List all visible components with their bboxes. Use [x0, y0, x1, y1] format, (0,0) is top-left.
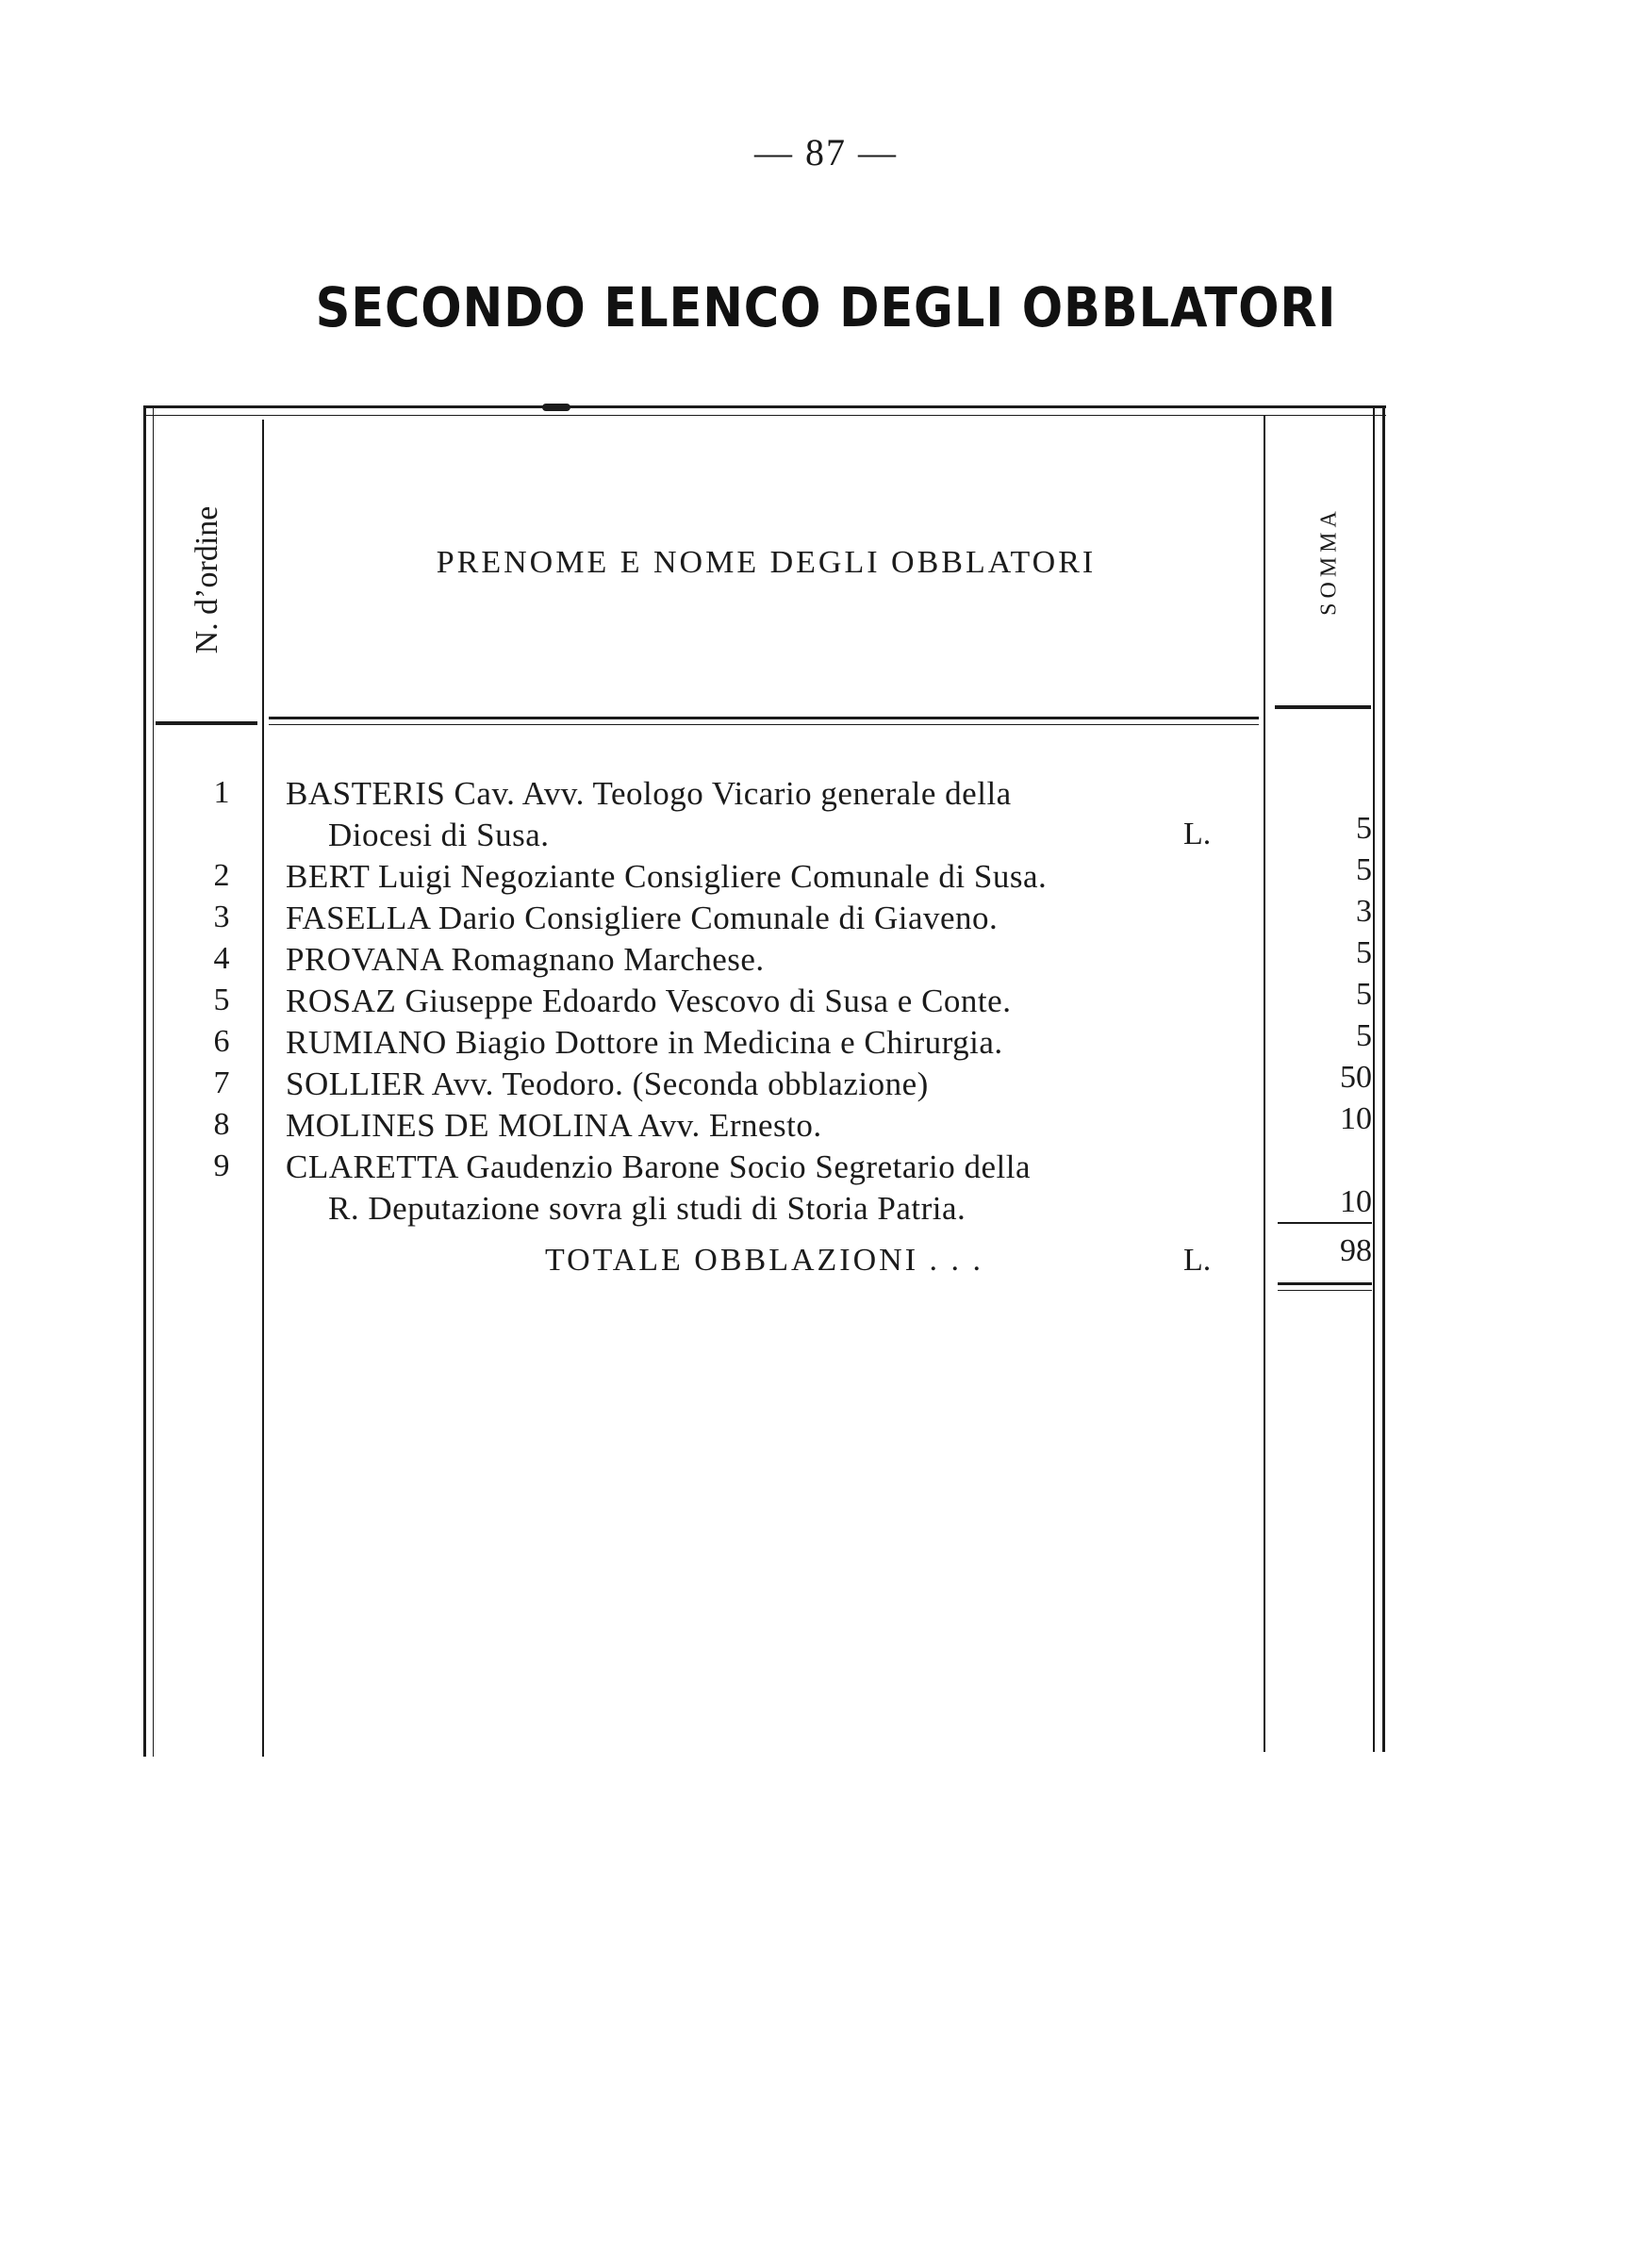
row-name: PROVANA Romagnano Marchese. [286, 941, 765, 978]
row-number: 8 [213, 1107, 230, 1142]
row-name: ROSAZ Giuseppe Edoardo Vescovo di Susa e Conte. [286, 983, 1012, 1019]
page-number: — 87 — [754, 131, 898, 173]
column-header-number [160, 471, 255, 688]
row-amount: 5 [1356, 977, 1372, 1012]
row-name: BERT Luigi Negoziante Consigliere Comunale di Susa. [286, 858, 1048, 895]
column-header-amount-label: SOMMA [1316, 506, 1342, 616]
row-number: 3 [213, 900, 230, 934]
right-border-outer [1382, 408, 1385, 1752]
subtotal-rule [1278, 1222, 1372, 1224]
row-amount: 50 [1340, 1060, 1372, 1095]
top-rule-inner [143, 415, 1386, 416]
top-rule [143, 405, 1386, 408]
left-border-inner [153, 408, 154, 1757]
total-currency: L. [1183, 1243, 1212, 1278]
total-label: TOTALE OBBLAZIONI . . . [544, 1243, 984, 1278]
column-header-amount [1282, 471, 1377, 651]
row-number: 5 [213, 983, 230, 1017]
row-name-continuation: R. Deputazione sovra gli studi di Storia Patria. [328, 1190, 966, 1227]
page-title: SECONDO ELENCO DEGLI OBBLATORI [315, 275, 1337, 339]
row-number: 2 [213, 858, 230, 893]
row-amount: 5 [1356, 935, 1372, 970]
left-border [143, 408, 146, 1757]
row-amount: 3 [1356, 894, 1372, 929]
header-bottom-rule-middle [269, 717, 1259, 719]
row-number: 6 [213, 1024, 230, 1059]
total-amount: 98 [1340, 1233, 1372, 1268]
row-amount: 10 [1340, 1184, 1372, 1219]
row-number: 9 [213, 1148, 230, 1183]
row-amount: 5 [1356, 852, 1372, 887]
total-bottom-rule [1278, 1282, 1372, 1285]
row-name: SOLLIER Avv. Teodoro. (Seconda obblazione) [286, 1065, 929, 1102]
row-amount: 5 [1356, 811, 1372, 846]
row-name: BASTERIS Cav. Avv. Teologo Vicario generale della [286, 775, 1012, 812]
column-header-name: PRENOME E NOME DEGLI OBBLATORI [436, 545, 1097, 580]
row-number: 4 [213, 941, 230, 976]
column-header-number-label: N. d’ordine [190, 505, 224, 654]
row-name: RUMIANO Biagio Dottore in Medicina e Chirurgia. [286, 1024, 1003, 1061]
row-amount: 10 [1340, 1101, 1372, 1136]
top-rule-mark [542, 404, 570, 411]
row-name-continuation: Diocesi di Susa. [328, 817, 550, 853]
row-name: CLARETTA Gaudenzio Barone Socio Segretario della [286, 1148, 1032, 1185]
divider-num-name [262, 420, 264, 1757]
row-name: FASELLA Dario Consigliere Comunale di Giaveno. [286, 900, 999, 936]
row-amount: 5 [1356, 1018, 1372, 1053]
row-currency: L. [1183, 817, 1212, 851]
header-bottom-rule-left [156, 721, 257, 725]
total-bottom-rule-2 [1278, 1290, 1372, 1291]
row-name: MOLINES DE MOLINA Avv. Ernesto. [286, 1107, 822, 1144]
row-number: 7 [213, 1065, 230, 1100]
divider-name-amount [1264, 415, 1265, 1752]
row-number: 1 [213, 775, 230, 810]
header-bottom-rule-right [1275, 705, 1371, 709]
header-bottom-rule-middle-inner [269, 724, 1259, 725]
